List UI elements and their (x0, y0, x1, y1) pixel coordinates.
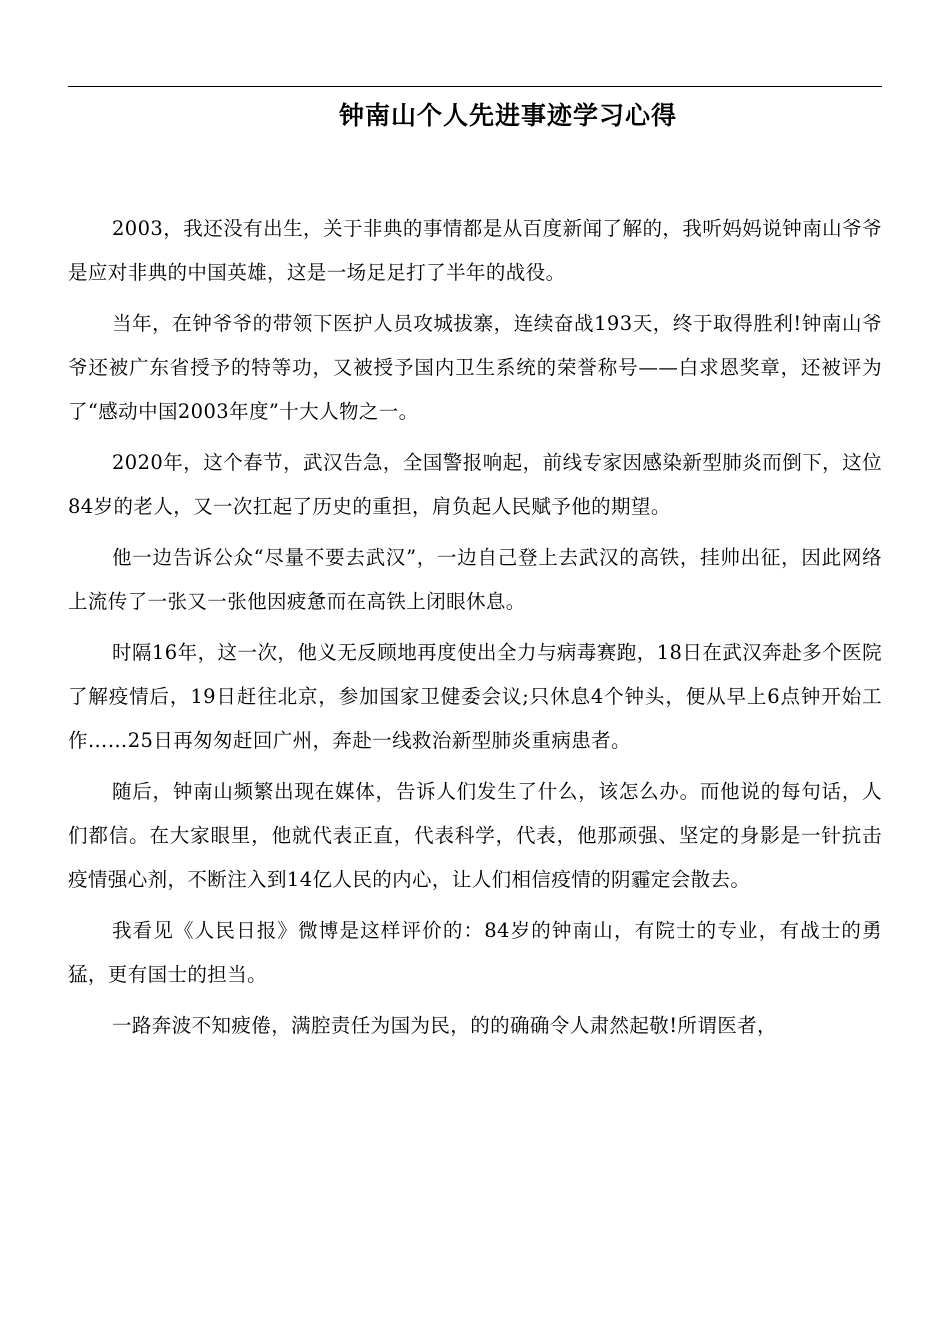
paragraph-2: 当年，在钟爷爷的带领下医护人员攻城拔寨，连续奋战193天，终于取得胜利!钟南山爷爷还被广东省授予的特等功，又被授予国内卫生系统的荣誉称号——白求恩奖章，还被评为了“感动中国2003年度”十大人物之一。 (68, 312, 882, 423)
paragraph-1: 2003，我还没有出生，关于非典的事情都是从百度新闻了解的，我听妈妈说钟南山爷爷是应对非典的中国英雄，这是一场足足打了半年的战役。 (68, 217, 882, 284)
paragraph-4: 他一边告诉公众“尽量不要去武汉”，一边自己登上去武汉的高铁，挂帅出征，因此网络上流传了一张又一张他因疲惫而在高铁上闭眼休息。 (68, 546, 882, 613)
paragraph-7: 我看见《人民日报》微博是这样评价的：84岁的钟南山，有院士的专业，有战士的勇猛，更有国士的担当。 (68, 919, 882, 986)
paragraph-3: 2020年，这个春节，武汉告急，全国警报响起，前线专家因感染新型肺炎而倒下，这位84岁的老人，又一次扛起了历史的重担，肩负起人民赋予他的期望。 (68, 451, 882, 518)
paragraph-6: 随后，钟南山频繁出现在媒体，告诉人们发生了什么，该怎么办。而他说的每句话，人们都信。在大家眼里，他就代表正直，代表科学，代表，他那顽强、坚定的身影是一针抗击疫情强心剂，不断注入到14亿人民的内心，让人们相信疫情的阴霾定会散去。 (68, 780, 882, 891)
paragraph-8: 一路奔波不知疲倦，满腔责任为国为民，的的确确令人肃然起敬!所谓医者， (112, 1014, 777, 1037)
document-body (68, 207, 882, 1055)
header-rule (68, 86, 882, 87)
document-title: 钟南山个人先进事迹学习心得 (338, 101, 677, 130)
paragraph-5: 时隔16年，这一次，他义无反顾地再度使出全力与病毒赛跑，18日在武汉奔赴多个医院了解疫情后，19日赶往北京，参加国家卫健委会议;只休息4个钟头，便从早上6点钟开始工作……25日再匆匆赶回广州，奔赴一线救治新型肺炎重病患者。 (68, 641, 882, 752)
